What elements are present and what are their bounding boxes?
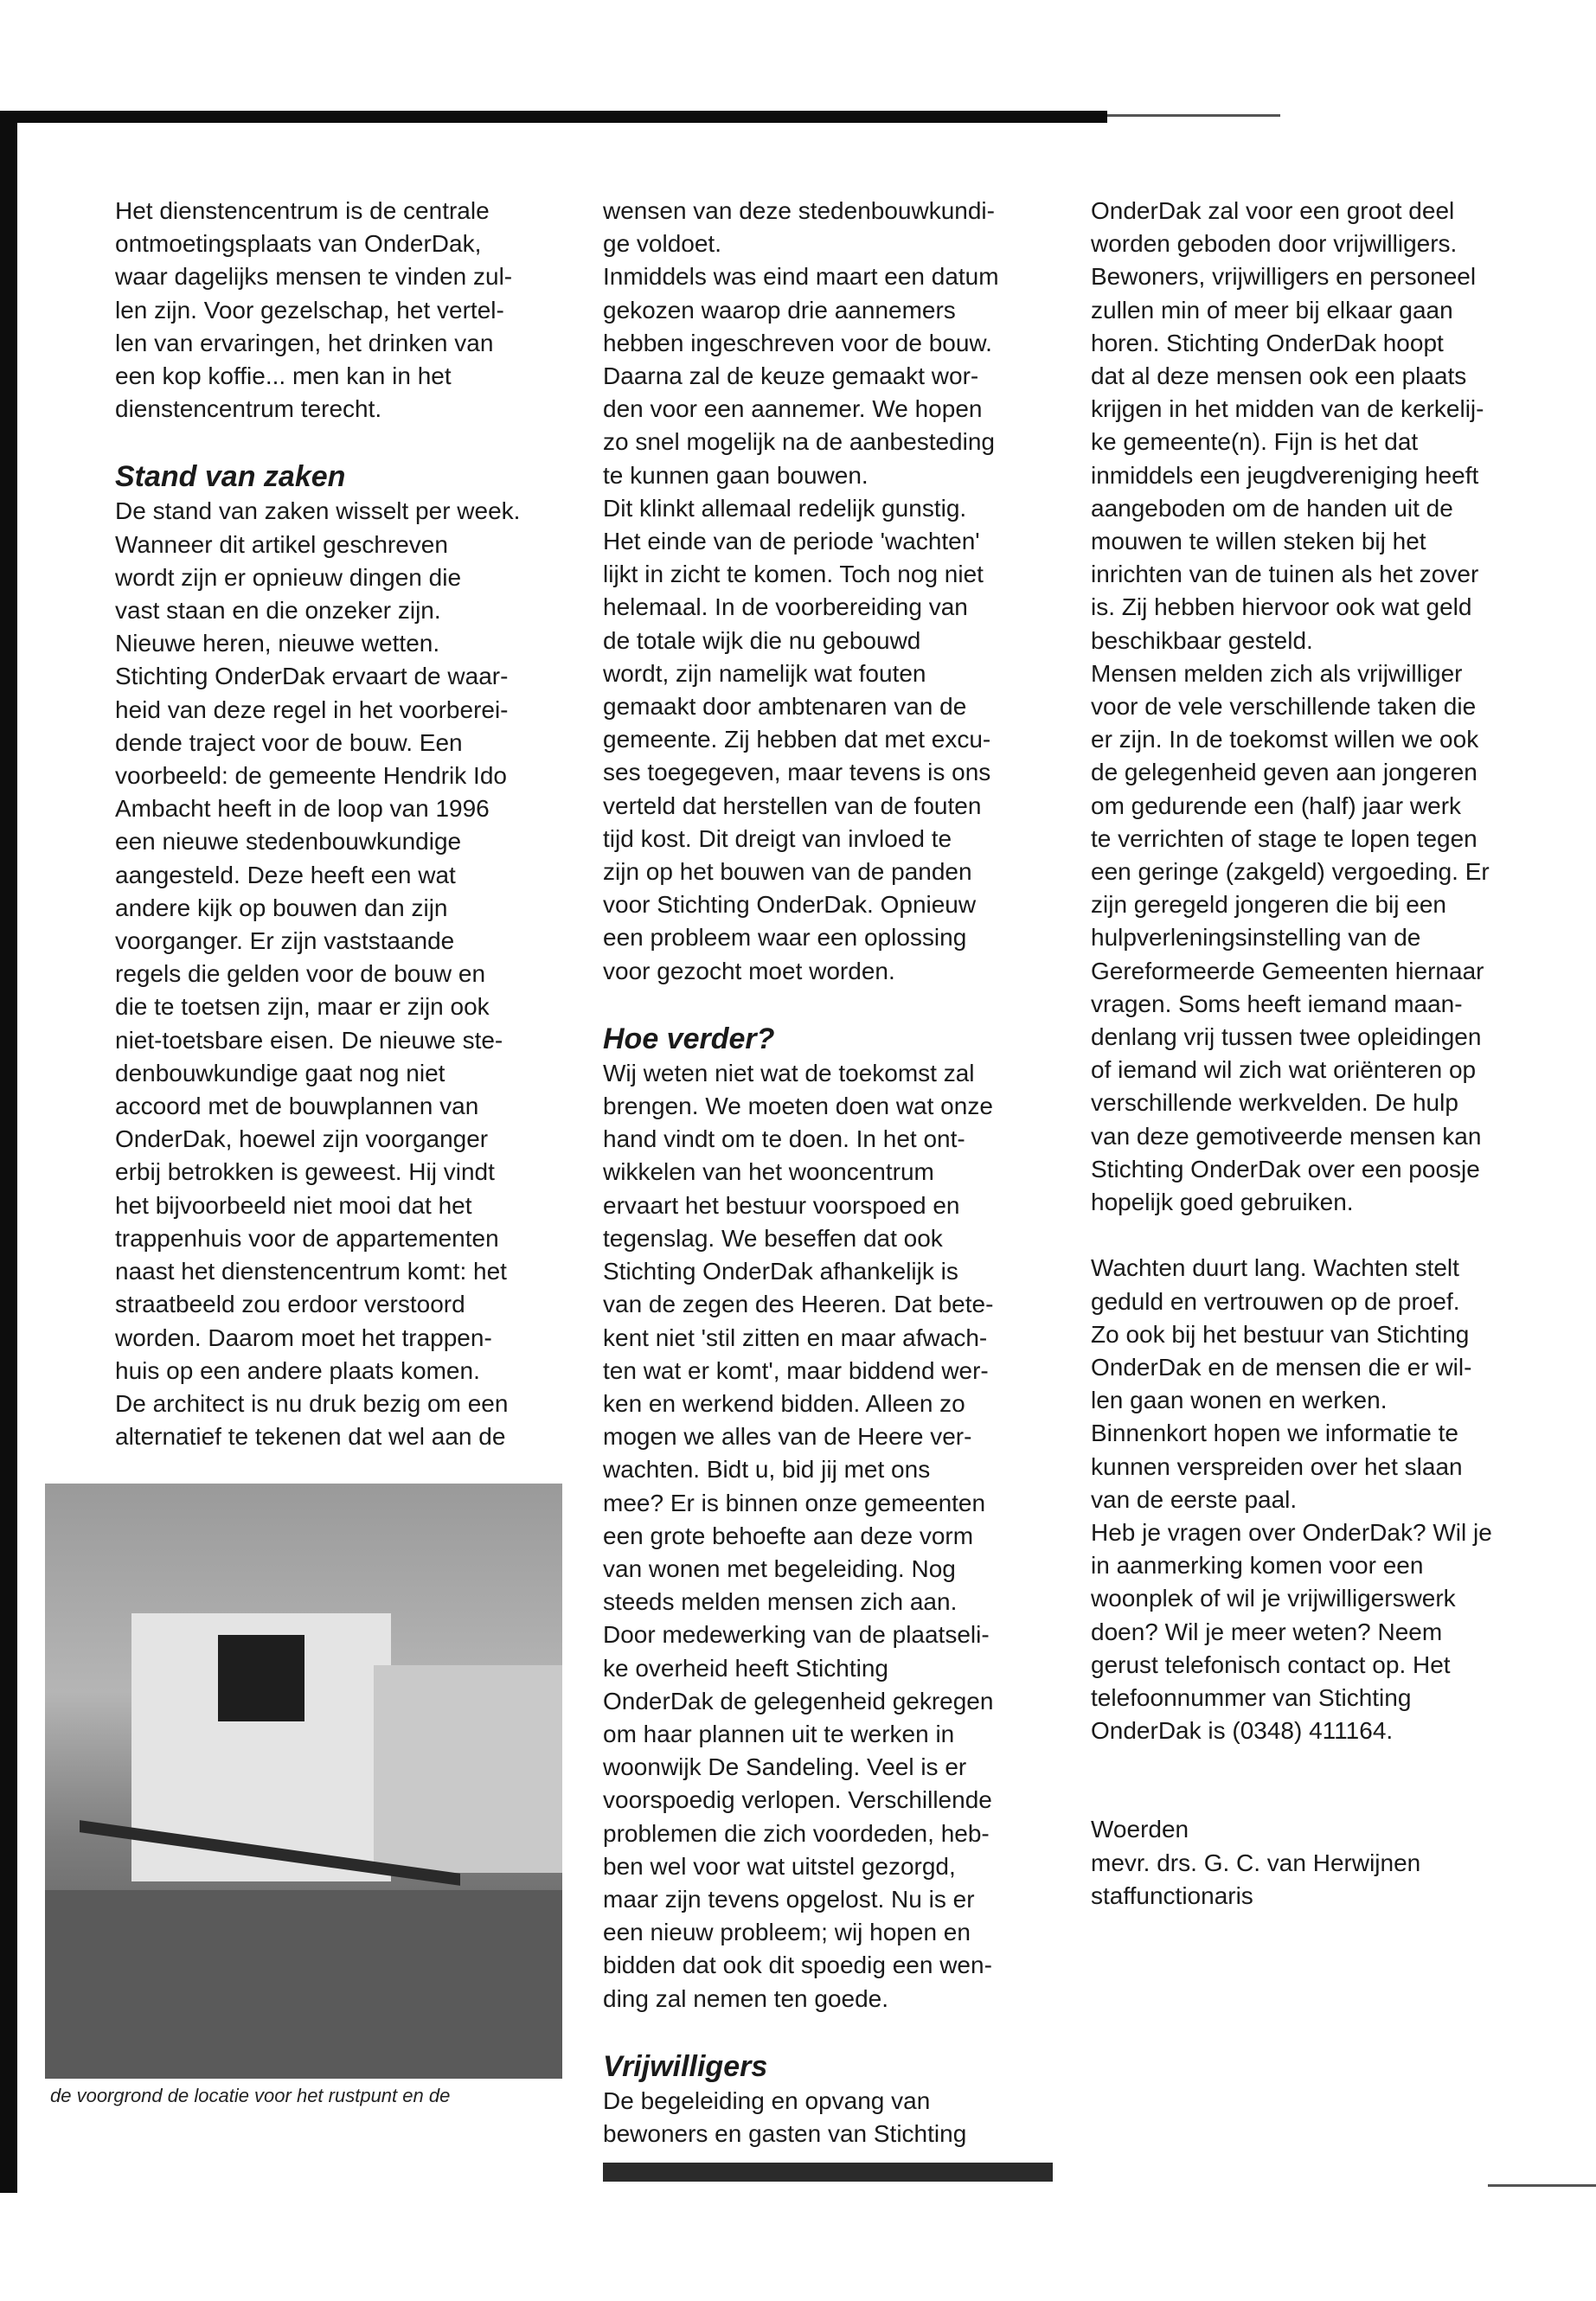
top-rule <box>0 111 1107 123</box>
bottom-rule <box>603 2163 1053 2182</box>
hoe-verder-paragraph: Wij weten niet wat de toekomst zal brengen. We moeten doen wat onze hand vindt om te doen. In het ont- wikkelen van het wooncentrum ervaart het bestuur voorspoed en tegenslag. We beseffen dat ook Stichting OnderDak afhankelijk is van de zegen des Heeren. Dat bete- kent niet 'stil zitten en maar afwach- ten wat er komt', maar biddend wer- ken en werkend bidden. Alleen zo mogen we alles van de Heere ver- wachten. Bidt u, bid jij met ons mee? Er is binnen onze gemeenten een grote behoefte aan deze vorm van wonen met begeleiding. Nog steeds melden mensen zich aan. Door medewerking van de plaatseli- ke overheid heeft Stichting OnderDak de gelegenheid gekregen om haar plannen uit te werken in woonwijk De Sandeling. Veel is er voorspoedig verlopen. Verschillende problemen die zich voordeden, heb- ben wel voor wat uitstel gezorgd, maar zijn tevens opgelost. Nu is er een nieuw probleem; wij hopen en bidden dat ook dit spoedig een wen- ding zal nemen ten goede. <box>603 1059 994 2012</box>
photo-building-side <box>374 1665 562 1873</box>
heading-vrijwilligers: Vrijwilligers <box>603 2049 768 2083</box>
bottom-right-rule <box>1488 2184 1596 2187</box>
column-2 <box>603 195 1061 2150</box>
heading-hoe-verder: Hoe verder? <box>603 1022 775 1055</box>
vrijwilligers-paragraph: De begeleiding en opvang van bewoners en gasten van Stichting <box>603 2086 967 2147</box>
top-rule-tail <box>1107 114 1280 117</box>
heading-stand-van-zaken: Stand van zaken <box>115 460 346 494</box>
closing-paragraph: Wachten duurt lang. Wachten stelt geduld en vertrouwen op de proef. Zo ook bij het bestuur van Stichting OnderDak en de mensen die er wil- len gaan wonen en werken. Binnenkort hopen we informatie te kunnen verspreiden over het slaan van de eerste paal. Heb je vragen over OnderDak? Wil je in aanmerking komen voor een woonplek of wil je vrijwilligerswerk doen? Wil je meer weten? Neem gerust telefonisch contact op. Het telefoonnummer van Stichting OnderDak is (0348) 411164. <box>1091 1254 1492 1745</box>
continued-paragraph: wensen van deze stedenbouwkundi- ge voldoet. Inmiddels was eind maart een datum gekozen waarop drie aannemers hebben ingeschreven voor de bouw. Daarna zal de keuze gemaakt wor- den voor een aannemer. We hopen zo snel mogelijk na de aanbesteding te kunnen gaan bouwen. Dit klinkt allemaal redelijk gunstig. Het einde van de periode 'wachten' lijkt in zicht te komen. Toch nog niet helemaal. In de voorbereiding van de totale wijk die nu gebouwd wordt, zijn namelijk wat fouten gemaakt door ambtenaren van de gemeente. Zij hebben dat met excu- ses toegegeven, maar tevens is ons verteld dat herstellen van de fouten tijd kost. Dit dreigt van invloed te zijn op het bouwen van de panden voor Stichting OnderDak. Opnieuw een probleem waar een oplossing voor gezocht moet worden. <box>603 197 999 984</box>
intro-paragraph: Het dienstencentrum is de centrale ontmoetingsplaats van OnderDak, waar dagelijks mensen te vinden zul- len zijn. Voor gezelschap, het vertel- len van ervaringen, het drinken van een kop koffie... men kan in het dienstencentrum terecht. <box>115 197 513 423</box>
volunteers-paragraph: OnderDak zal voor een groot deel worden geboden door vrijwilligers. Bewoners, vrijwilligers en personeel zullen min of meer bij elkaar gaan horen. Stichting OnderDak hoopt dat al deze mensen ook een plaats krijgen in het midden van de kerkelij- ke gemeente(n). Fijn is het dat inmiddels een jeugdvereniging heeft aangeboden om de handen uit de mouwen te willen steken bij het inrichten van de tuinen als het zover is. Zij hebben hiervoor ook wat geld beschikbaar gesteld. Mensen melden zich als vrijwilliger voor de vele verschillende taken die er zijn. In de toekomst willen we ook de gelegenheid geven aan jongeren om gedurende een (half) jaar werk te verrichten of stage te lopen tegen een geringe (zakgeld) vergoeding. Er zijn geregeld jongeren die bij een hulpverleningsinstelling van de Gereformeerde Gemeenten hiernaar vragen. Soms heeft iemand maan- denlang vrij tussen twee opleidingen of iemand wil zich wat oriënteren op verschillende werkvelden. De hulp van deze gemotiveerde mensen kan Stichting OnderDak over een poosje hopelijk goed gebruiken. <box>1091 197 1490 1216</box>
stand-van-zaken-paragraph: De stand van zaken wisselt per week. Wanneer dit artikel geschreven wordt zijn er opnieuw dingen die vast staan en die onzeker zijn. Nieuwe heren, nieuwe wetten. Stichting OnderDak ervaart de waar- heid van deze regel in het voorberei- dende traject voor de bouw. Een voorbeeld: de gemeente Hendrik Ido Ambacht heeft in de loop van 1996 een nieuwe stedenbouwkundige aangesteld. Deze heeft een wat andere kijk op bouwen dan zijn voorganger. Er zijn vaststaande regels die gelden voor de bouw en die te toetsen zijn, maar er zijn ook niet-toetsbare eisen. De nieuwe ste- denbouwkundige gaat nog niet accoord met de bouwplannen van OnderDak, hoewel zijn voorganger erbij betrokken is geweest. Hij vindt het bijvoorbeeld niet mooi dat het trappenhuis voor de appartementen naast het dienstencentrum komt: het straatbeeld zou erdoor verstoord worden. Daarom moet het trappen- huis op een andere plaats komen. De architect is nu druk bezig om een alternatief te tekenen dat wel aan de <box>115 497 521 1451</box>
photo-sign <box>218 1635 304 1721</box>
signoff: Woerden mevr. drs. G. C. van Herwijnen staffunctionaris <box>1091 1816 1421 1909</box>
column-3 <box>1091 195 1558 1913</box>
construction-site-photo <box>45 1484 562 2079</box>
photo-caption: de voorgrond de locatie voor het rustpunt en de <box>50 2085 451 2106</box>
left-edge-bar <box>0 121 17 2193</box>
column-1 <box>115 195 582 1453</box>
